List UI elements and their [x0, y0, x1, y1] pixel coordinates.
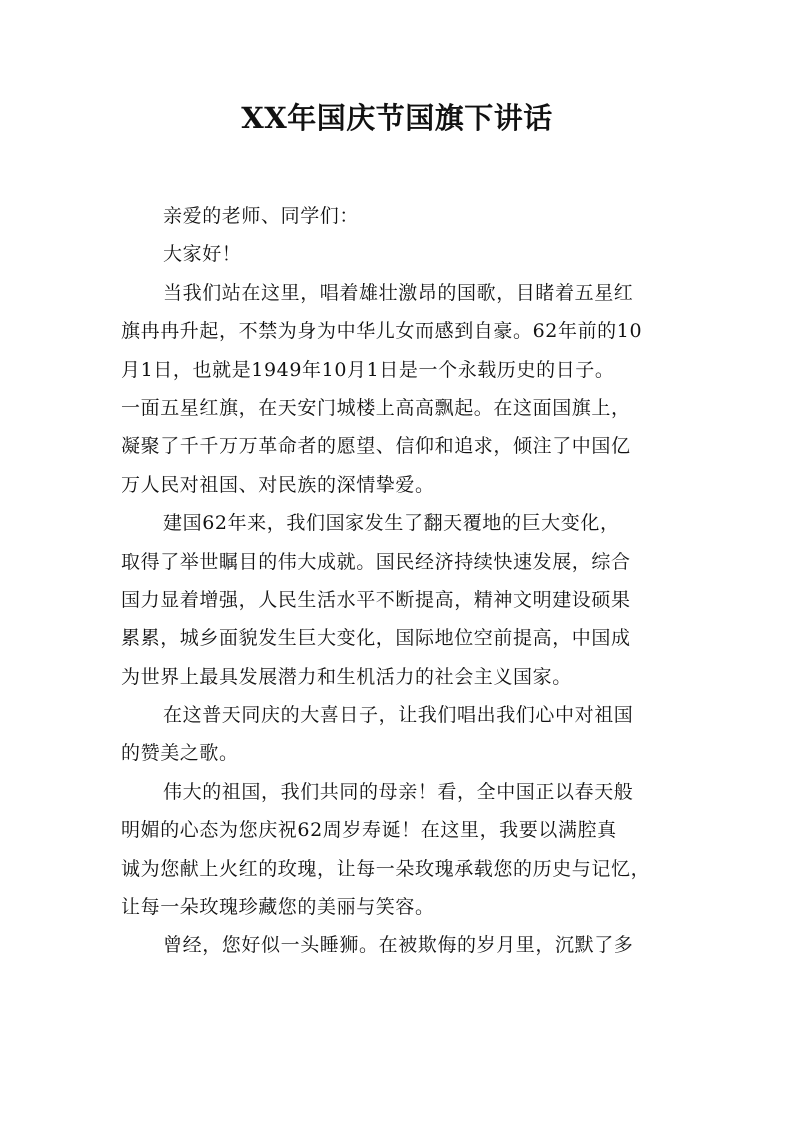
text-line: 的赞美之歌。	[121, 742, 239, 765]
text-line: 一面五星红旗，在天安门城楼上高高飘起。在这面国旗上，	[121, 396, 631, 419]
text-line: 取得了举世瞩目的伟大成就。国民经济持续快速发展，综合	[121, 550, 631, 573]
text-line: 亲爱的老师、同学们：	[163, 205, 360, 227]
text-line: 当我们站在这里，唱着雄壮激昂的国歌，目睹着五星红	[163, 281, 634, 304]
text-line: 诚为您献上火红的玫瑰，让每一朵玫瑰承载您的历史与记忆，	[121, 857, 651, 880]
text-line: 万人民对祖国、对民族的深情挚爱。	[121, 473, 435, 496]
text-line: 为世界上最具发展潜力和生机活力的社会主义国家。	[121, 665, 572, 688]
text-line: 建国62年来，我们国家发生了翻天覆地的巨大变化，	[163, 512, 620, 535]
document-title: XX年国庆节国旗下讲话	[241, 101, 553, 135]
text-line: 曾经，您好似一头睡狮。在被欺侮的岁月里，沉默了多	[163, 934, 634, 957]
text-line: 月1日，也就是1949年10月1日是一个永载历史的日子。	[121, 358, 615, 381]
text-line: 让每一朵玫瑰珍藏您的美丽与笑容。	[121, 896, 435, 919]
text-line: 明媚的心态为您庆祝62周岁寿诞！在这里，我要以满腔真	[121, 819, 617, 842]
text-line: 在这普天同庆的大喜日子，让我们唱出我们心中对祖国	[163, 704, 634, 727]
text-line: 凝聚了千千万万革命者的愿望、信仰和追求，倾注了中国亿	[121, 435, 631, 458]
text-line: 伟大的祖国，我们共同的母亲！看，全中国正以春天般	[163, 780, 634, 803]
text-line: 大家好！	[163, 243, 242, 266]
text-line: 旗冉冉升起，不禁为身为中华儿女而感到自豪。62年前的10	[121, 320, 643, 343]
text-line: 国力显着增强，人民生活水平不断提高，精神文明建设硕果	[121, 588, 631, 611]
document-body	[121, 197, 681, 965]
text-line: 累累，城乡面貌发生巨大变化，国际地位空前提高，中国成	[121, 627, 631, 650]
